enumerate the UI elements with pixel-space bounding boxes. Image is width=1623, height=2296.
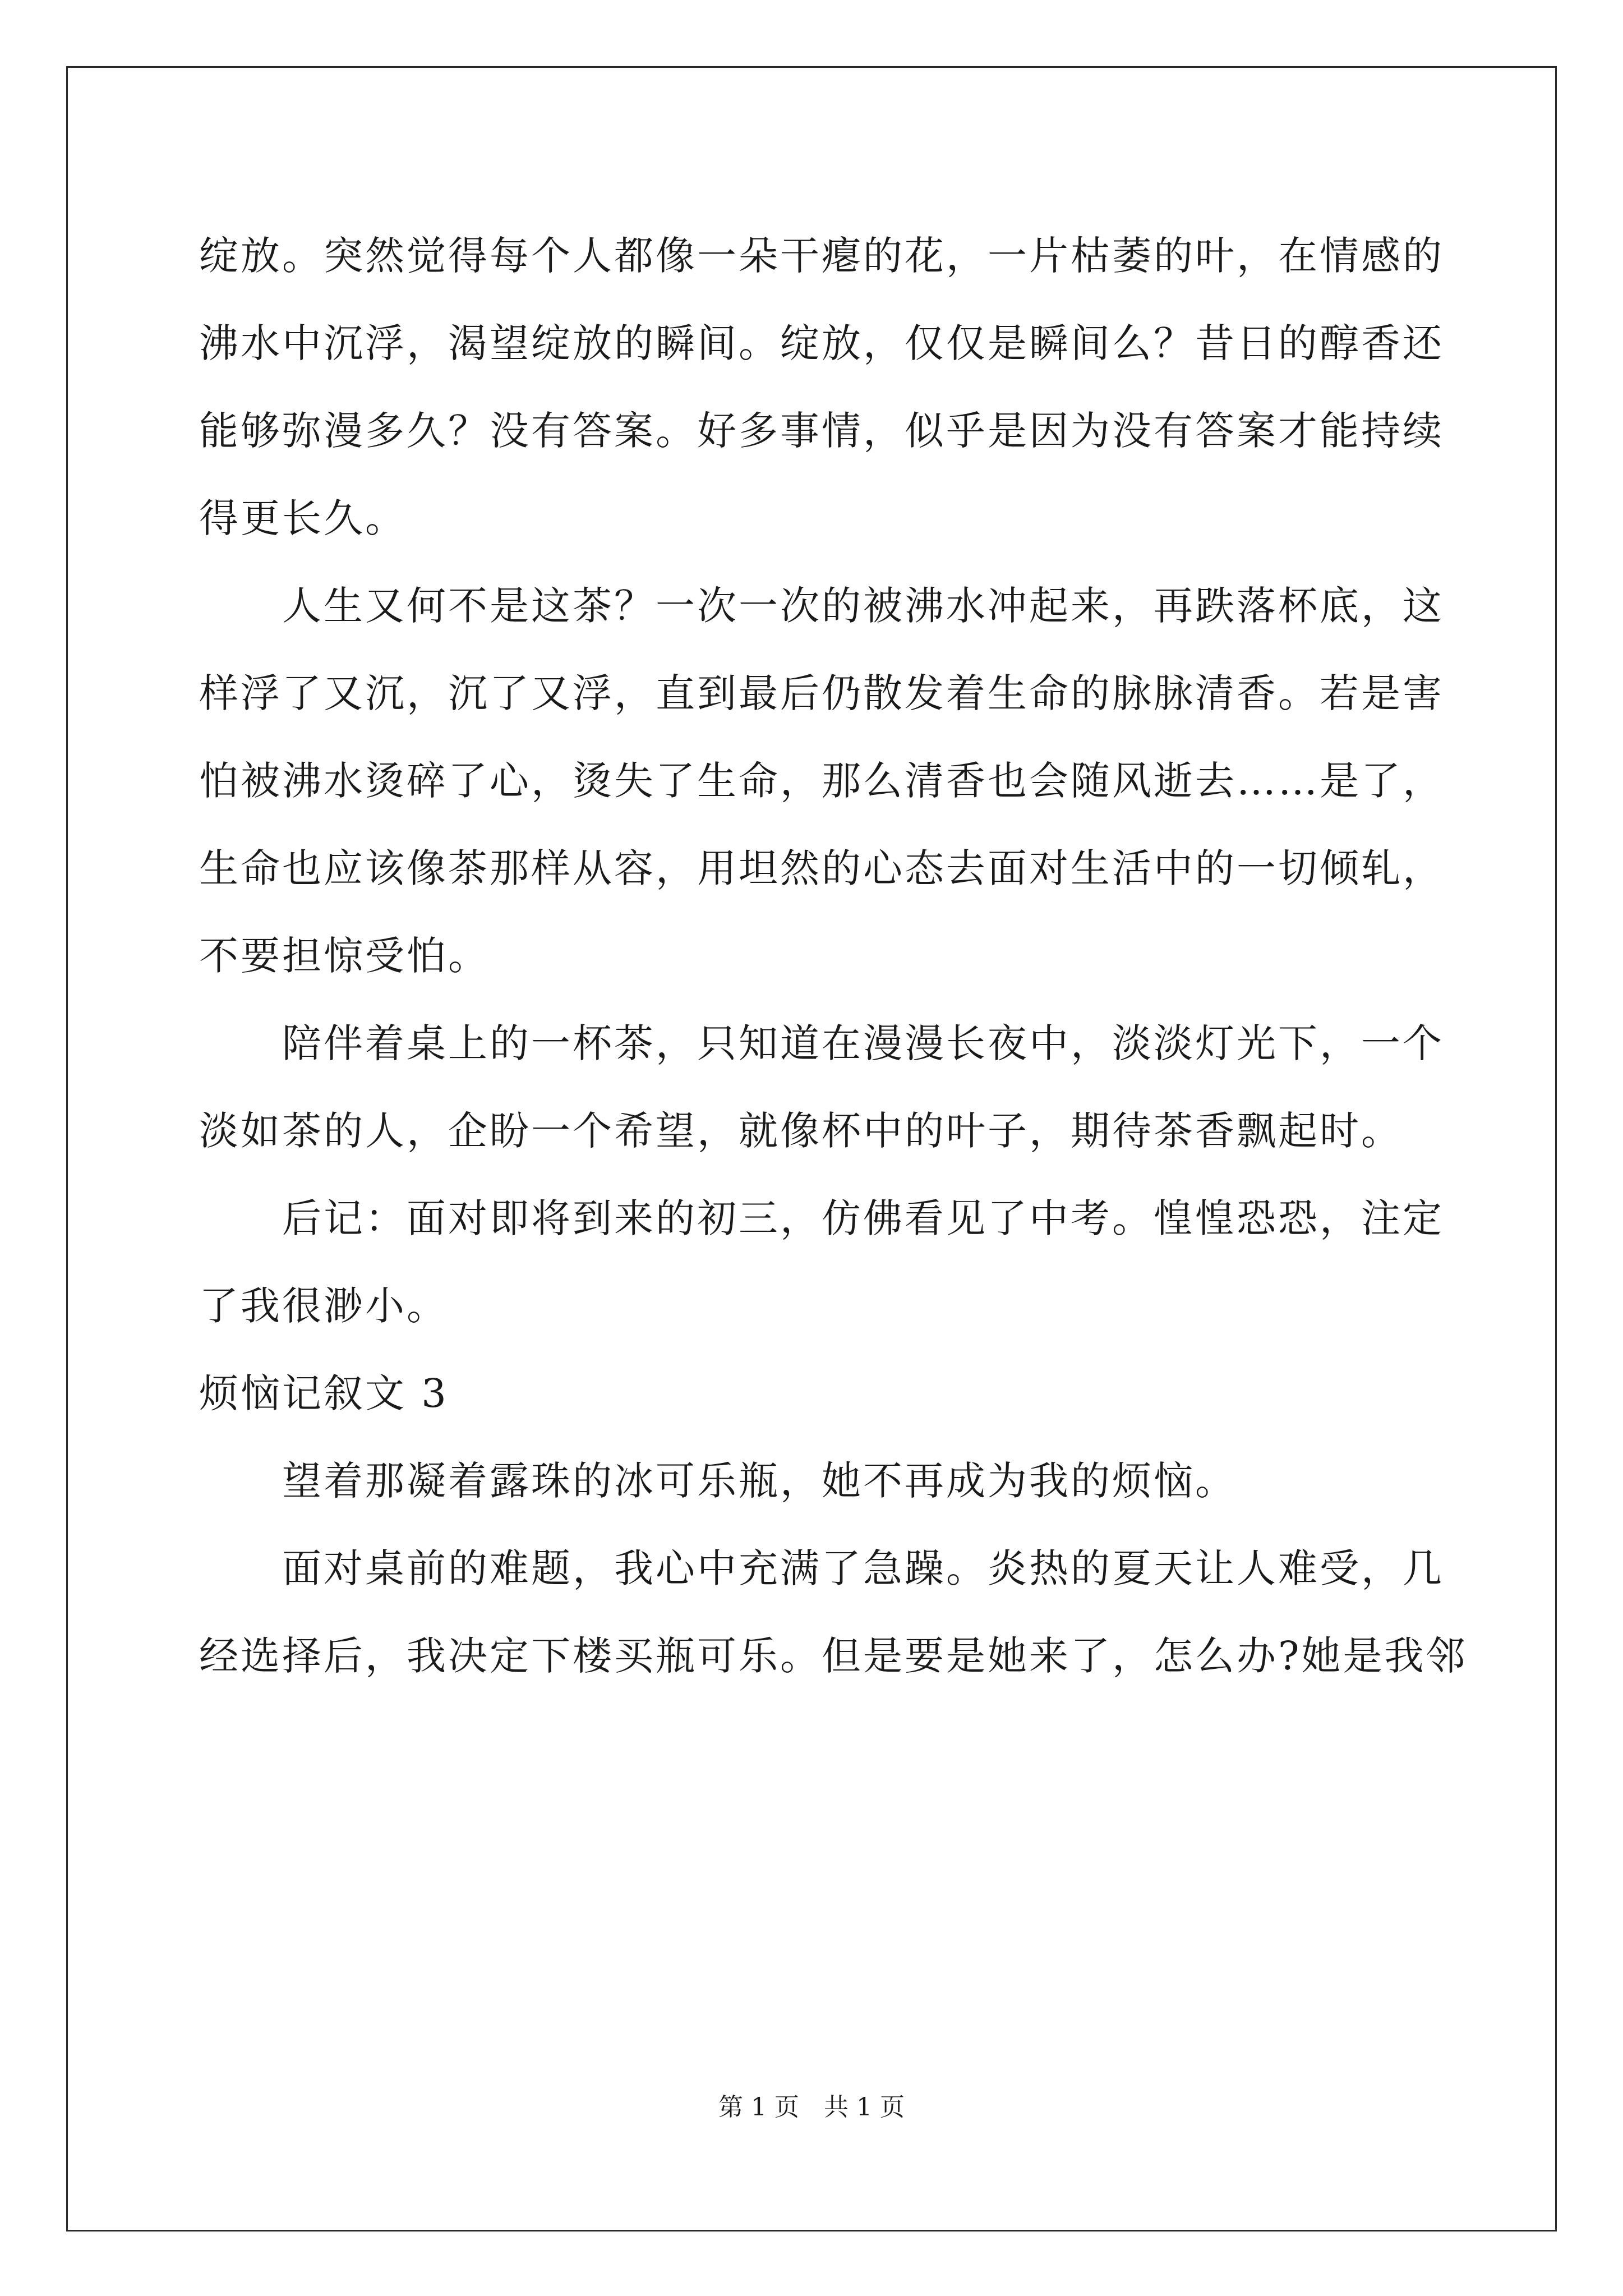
text-line: 后记：面对即将到来的初三，仿佛看见了中考。惶惶恐恐，注定 xyxy=(199,1195,1444,1241)
text-line: 面对桌前的难题，我心中充满了急躁。炎热的夏天让人难受，几 xyxy=(199,1545,1444,1591)
text-line: 怕被沸水烫碎了心，烫失了生命，那么清香也会随风逝去……是了， xyxy=(199,758,1444,804)
text-line: 人生又何不是这茶？一次一次的被沸水冲起来，再跌落杯底，这 xyxy=(199,583,1444,629)
document-body xyxy=(199,212,1468,1700)
text-line: 沸水中沉浮，渴望绽放的瞬间。绽放，仅仅是瞬间么？昔日的醇香还 xyxy=(199,320,1444,366)
text-line: 经选择后，我决定下楼买瓶可乐。但是要是她来了，怎么办?她是我邻 xyxy=(199,1633,1468,1679)
text-line: 不要担惊受怕。 xyxy=(199,933,490,979)
text-line: 生命也应该像茶那样从容，用坦然的心态去面对生活中的一切倾轧， xyxy=(199,845,1444,891)
text-line: 样浮了又沉，沉了又浮，直到最后仍散发着生命的脉脉清香。若是害 xyxy=(199,670,1444,716)
text-line: 能够弥漫多久？没有答案。好多事情，似乎是因为没有答案才能持续 xyxy=(199,408,1444,454)
text-line: 望着那凝着露珠的冰可乐瓶，她不再成为我的烦恼。 xyxy=(199,1458,1237,1504)
text-line: 陪伴着桌上的一杯茶，只知道在漫漫长夜中，淡淡灯光下，一个 xyxy=(199,1020,1444,1066)
section-heading: 烦恼记叙文 3 xyxy=(199,1370,449,1416)
page-footer: 第 1 页 共 1 页 xyxy=(718,2093,905,2122)
text-line: 淡如茶的人，企盼一个希望，就像杯中的叶子，期待茶香飘起时。 xyxy=(199,1108,1403,1154)
text-line: 绽放。突然觉得每个人都像一朵干瘪的花，一片枯萎的叶，在情感的 xyxy=(199,233,1444,279)
text-line: 得更长久。 xyxy=(199,495,407,541)
text-line: 了我很渺小。 xyxy=(199,1283,448,1329)
